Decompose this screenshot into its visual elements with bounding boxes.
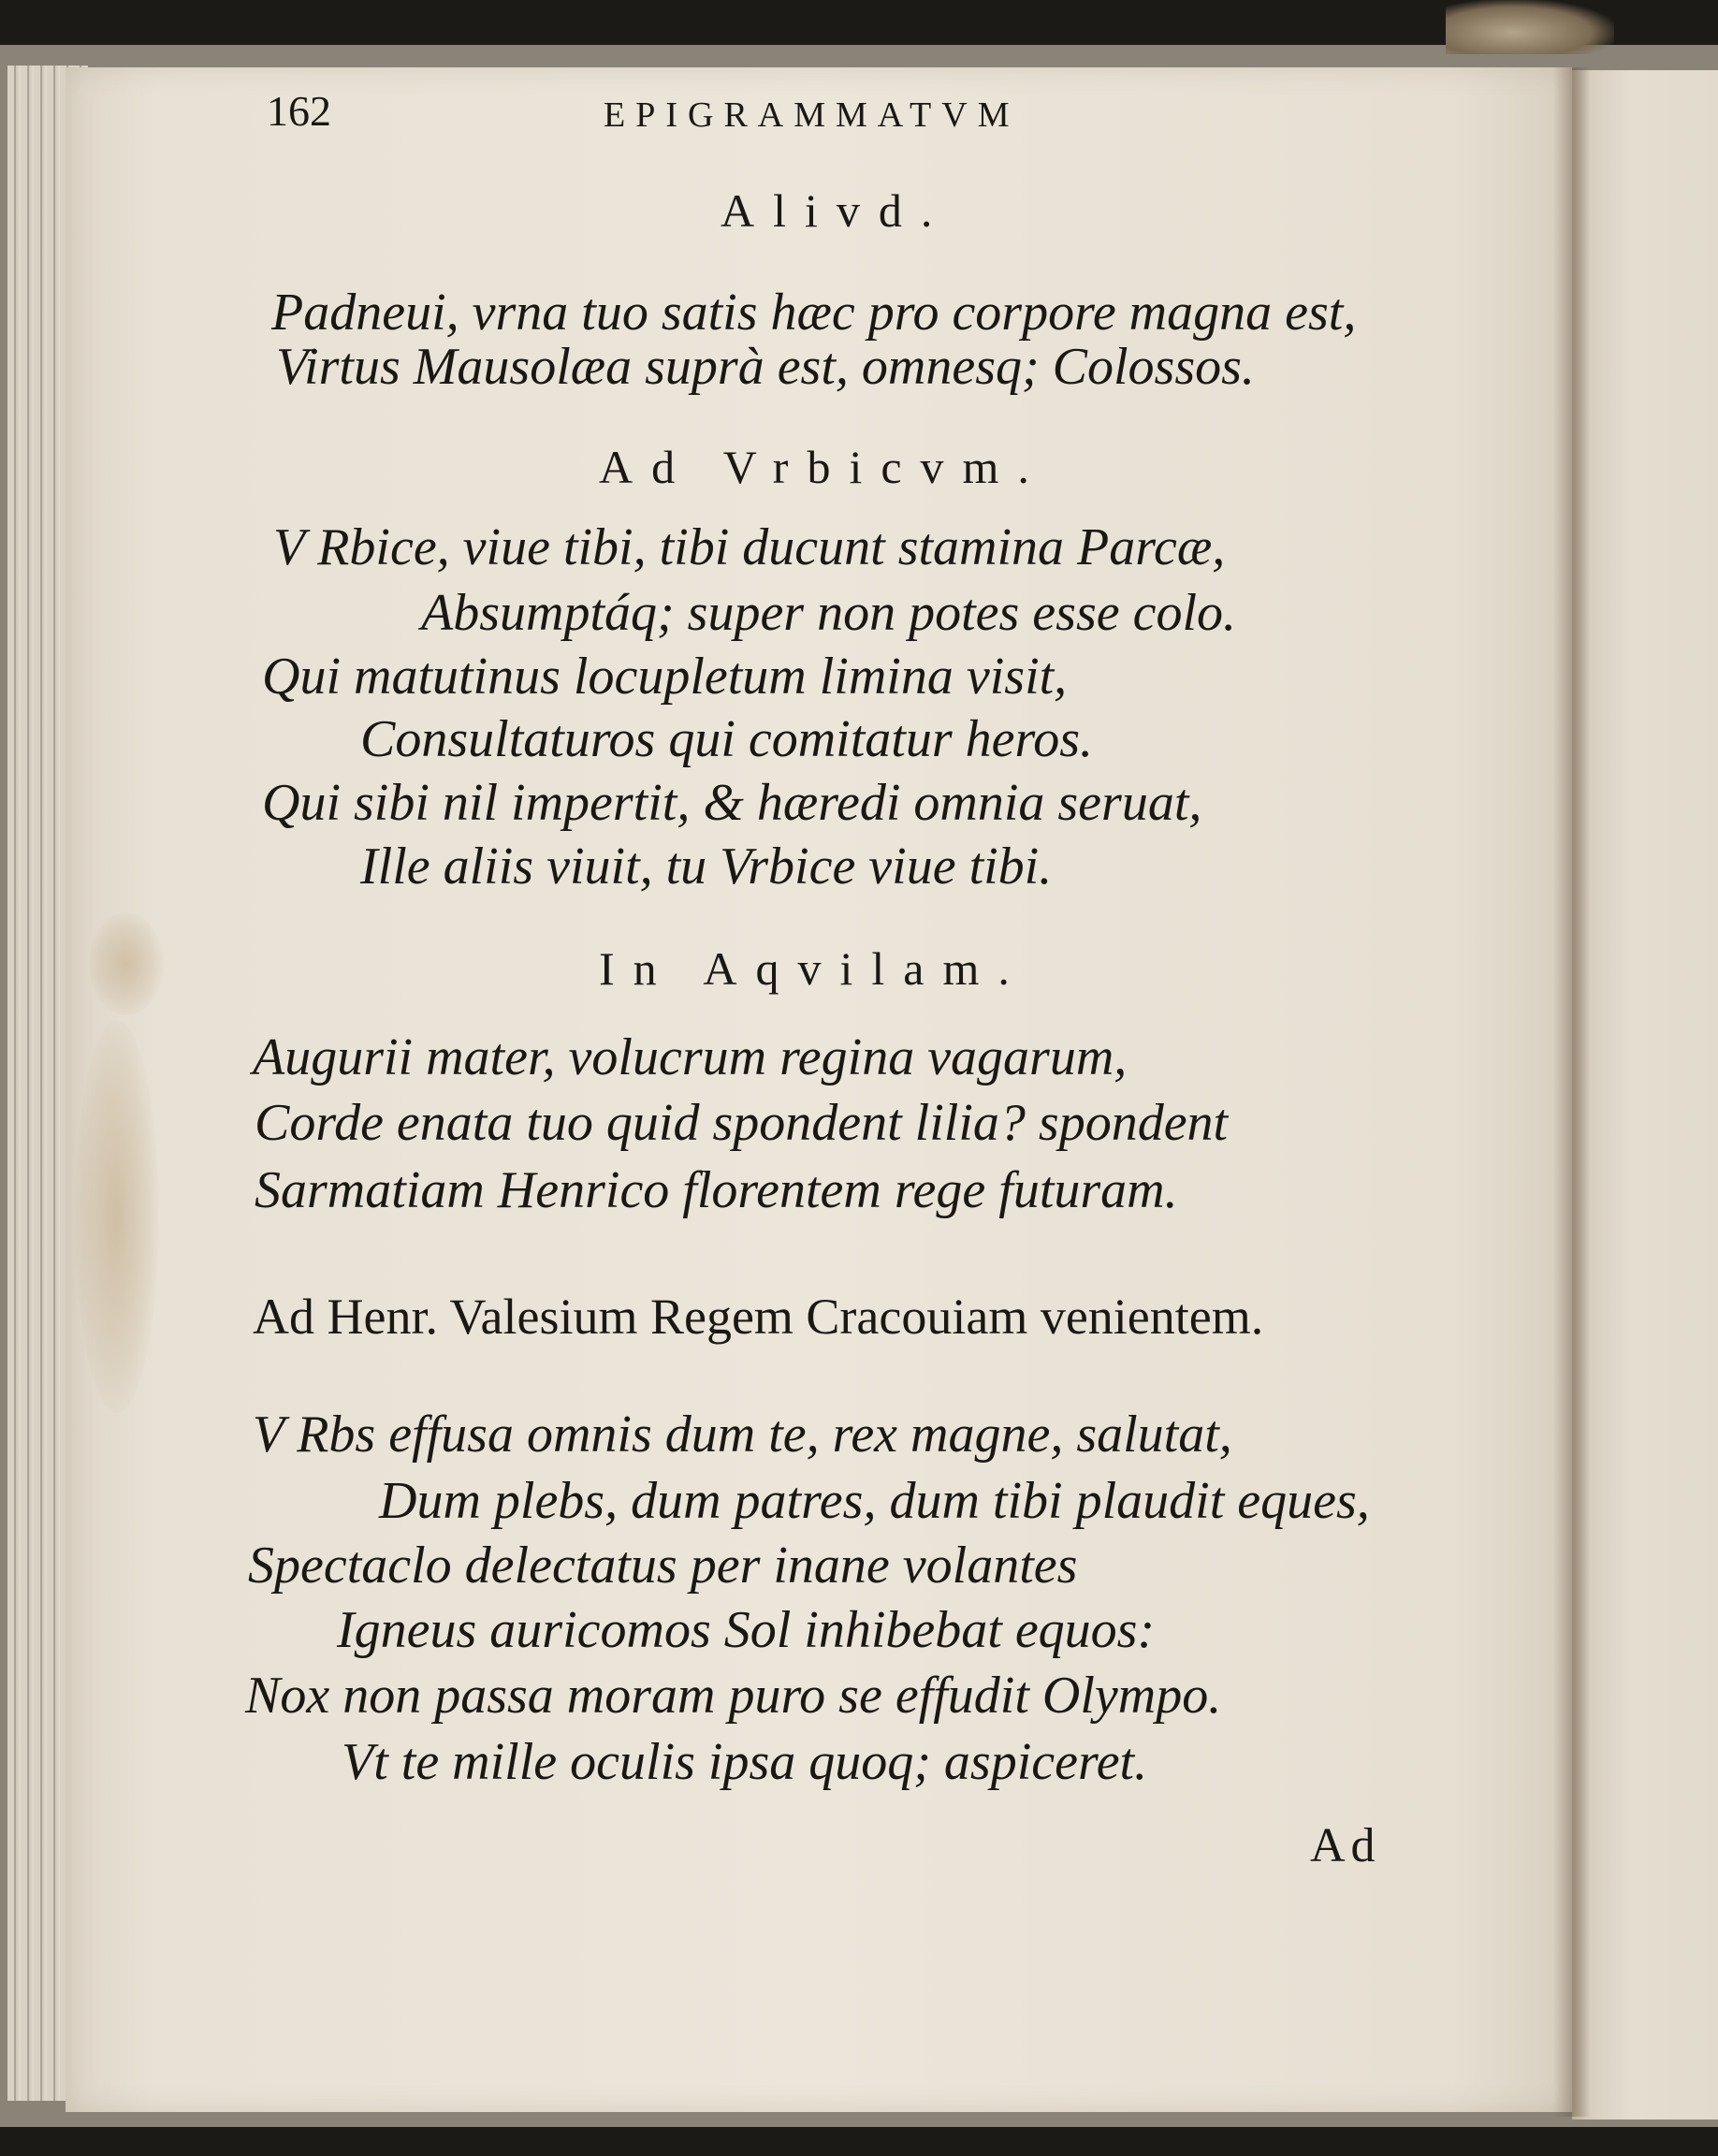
verse-line: Padneui, vrna tuo satis hæc pro corpore magna est, xyxy=(271,284,1357,342)
verse-line: Corde enata tuo quid spondent lilia? spondent xyxy=(255,1094,1229,1152)
verse-line: V Rbs effusa omnis dum te, rex magne, salutat, xyxy=(253,1406,1232,1464)
verse-line: Absumptáq; super non potes esse colo. xyxy=(421,584,1237,642)
page-number: 162 xyxy=(267,87,331,135)
verse-line: Dum plebs, dum patres, dum tibi plaudit eques, xyxy=(379,1472,1370,1530)
verse-line: Virtus Mausolæa suprà est, omnesq; Colossos. xyxy=(276,338,1255,396)
verse-line: V Rbice, viue tibi, tibi ducunt stamina Parcæ, xyxy=(273,518,1226,576)
verse-line: Nox non passa moram puro se effudit Olympo. xyxy=(245,1667,1222,1725)
verse-line: Spectaclo delectatus per inane volantes xyxy=(248,1537,1078,1595)
poem-heading: Ad Vrbicvm. xyxy=(599,441,1048,493)
verse-line: Igneus auricomos Sol inhibebat equos: xyxy=(337,1601,1156,1659)
facing-page xyxy=(1572,70,1718,2120)
binding-thread xyxy=(1446,0,1614,54)
catchword: Ad xyxy=(1310,1819,1381,1872)
verse-line: Consultaturos qui comitatur heros. xyxy=(360,710,1094,768)
verse-line: Augurii mater, volucrum regina vagarum, xyxy=(253,1028,1128,1086)
poem-heading: Alivd. xyxy=(721,184,952,237)
poem-heading: Ad Henr. Valesium Regem Cracouiam venientem. xyxy=(253,1289,1264,1345)
verse-line: Qui sibi nil impertit, & hæredi omnia seruat, xyxy=(262,774,1202,832)
page-gutter xyxy=(1553,67,1591,2117)
verse-line: Qui matutinus locupletum limina visit, xyxy=(262,648,1068,706)
verse-line: Sarmatiam Henrico florentem rege futuram. xyxy=(255,1161,1178,1219)
water-stain xyxy=(89,912,164,1015)
verse-line: Ille aliis viuit, tu Vrbice viue tibi. xyxy=(360,838,1053,896)
running-head: EPIGRAMMATVM xyxy=(604,95,1020,135)
water-stain xyxy=(75,1020,159,1413)
poem-heading: In Aqvilam. xyxy=(599,942,1028,995)
verse-line: Vt te mille oculis ipsa quoq; aspiceret. xyxy=(342,1733,1148,1791)
